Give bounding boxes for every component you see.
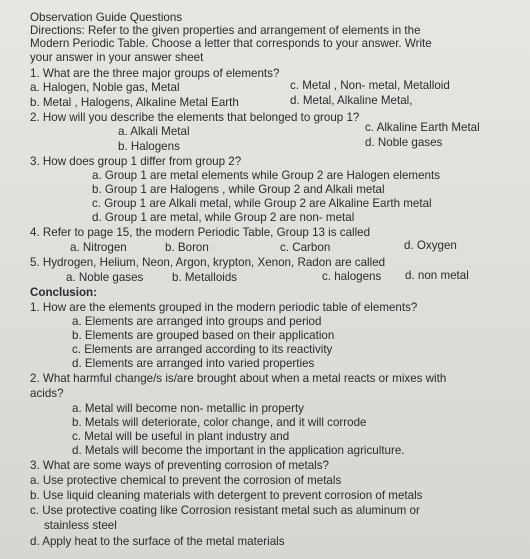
c3-option-d: d. Apply heat to the surface of the metal materials [30,535,285,548]
c3-option-c: c. Use protective coating like Corrosion resistant metal such as aluminum or [30,504,420,517]
q4-option-b: b. Boron [165,241,209,254]
q3-option-b: b. Group 1 are Halogens , while Group 2 and Alkali metal [92,183,385,196]
question-4: 4. Refer to page 15, the modern Periodic Table, Group 13 is called [30,226,371,239]
question-3: 3. How does group 1 differ from group 2? [30,155,242,168]
q1-option-d: d. Metal, Alkaline Metal, [290,94,413,107]
q2-option-a: a. Alkali Metal [118,125,190,138]
c1-option-d: d. Elements are arranged into varied properties [72,357,315,370]
q3-option-c: c. Group 1 are Alkali metal, while Group 2 are Alkaline Earth metal [92,197,432,210]
q1-option-a: a. Halogen, Noble gas, Metal [30,81,180,94]
question-5: 5. Hydrogen, Helium, Neon, Argon, krypton, Xenon, Radon are called [30,256,386,269]
c3-option-c-cont: stainless steel [44,519,117,532]
q2-option-c: c. Alkaline Earth Metal [365,121,480,134]
question-1: 1. What are the three major groups of elements? [30,67,280,80]
c3-option-b: b. Use liquid cleaning materials with detergent to prevent corrosion of metals [30,489,423,502]
q4-option-d: d. Oxygen [404,239,457,252]
directions-line-1: Directions: Refer to the given properties and arrangement of elements in the [30,24,421,37]
conclusion-question-2: 2. What harmful change/s is/are brought about when a metal reacts or mixes with [30,372,447,385]
directions-line-3: your answer in your answer sheet [30,51,204,64]
q3-option-d: d. Group 1 are metal, while Group 2 are non- metal [92,211,355,224]
q5-option-b: b. Metalloids [172,271,238,284]
c1-option-c: c. Elements are arranged according to its reactivity [72,343,333,356]
c2-option-b: b. Metals will deteriorate, color change, and it will corrode [72,416,367,429]
c2-option-d: d. Metals will become the important in the application agriculture. [72,444,405,457]
directions-line-2: Modern Periodic Table. Choose a letter that corresponds to your answer. Write [30,37,432,50]
c1-option-a: a. Elements are arranged into groups and period [72,315,322,328]
page-title: Observation Guide Questions [30,11,183,24]
c1-option-b: b. Elements are grouped based on their application [72,329,335,342]
q5-option-d: d. non metal [405,269,469,282]
conclusion-question-2-cont: acids? [30,387,64,400]
conclusion-heading: Conclusion: [30,286,97,299]
q2-option-b: b. Halogens [118,140,180,153]
q4-option-c: c. Carbon [280,241,331,254]
q1-option-c: c. Metal , Non- metal, Metalloid [290,79,450,92]
q5-option-c: c. halogens [322,270,382,283]
question-2: 2. How will you describe the elements that belonged to group 1? [30,111,360,124]
q3-option-a: a. Group 1 are metal elements while Group 2 are Halogen elements [92,169,440,182]
conclusion-question-3: 3. What are some ways of preventing corrosion of metals? [30,459,329,472]
c2-option-c: c. Metal will be useful in plant industry and [72,430,290,443]
conclusion-question-1: 1. How are the elements grouped in the modern periodic table of elements? [30,301,418,314]
c3-option-a: a. Use protective chemical to prevent the corrosion of metals [30,474,342,487]
q1-option-b: b. Metal , Halogens, Alkaline Metal Earth [30,96,239,109]
q5-option-a: a. Noble gases [66,271,144,284]
c2-option-a: a. Metal will become non- metallic in property [72,402,304,415]
q4-option-a: a. Nitrogen [70,241,127,254]
q2-option-d: d. Noble gases [365,136,443,149]
